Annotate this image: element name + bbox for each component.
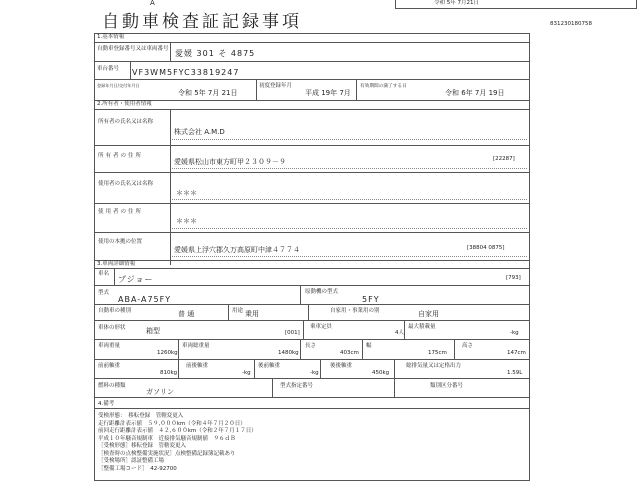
divider [404,321,405,339]
dotted-rule [172,256,527,257]
divider [94,145,530,146]
divider [94,408,530,409]
height-value: 147cm [507,350,526,356]
kind-value: 普 通 [178,310,195,318]
maker-code: [793] [506,275,521,281]
maker-value: プジョー [118,275,154,284]
divider [94,339,530,340]
note-line: 受検形態： 移転登録 管轄変更入 [98,413,184,419]
top-date-box [395,0,637,9]
category-label: 類別区分番号 [430,383,464,389]
dotted-rule [172,139,527,140]
private-value: 自家用 [418,310,439,318]
divider [454,340,455,359]
shape-label: 車体の形状 [98,325,126,331]
note-line: 走行距離計表示値 ５９,０００km（令和４年７月２０日） [98,420,246,427]
divider [300,340,301,359]
divider [94,61,530,62]
section2-heading: 2.所有者・使用者情報 [97,101,152,107]
engine-label: 原動機の型式 [305,289,339,295]
gross-label: 車両総重量 [182,343,210,349]
gross-value: 1480kg [278,350,299,356]
divider [303,321,304,339]
section1-heading: 1.基本情報 [97,34,125,40]
note-line: 前回走行距離計表示値 ４２,６００km（令和２年７月１７日） [98,428,257,434]
model-label: 型式 [98,290,110,296]
length-label: 長さ [305,343,317,349]
divider [94,109,530,110]
engine-value: 5FY [362,295,380,304]
expiry-value: 令和 6年 7月 19日 [445,89,505,97]
rr-axle-value: 450kg [372,370,390,376]
divider [94,172,530,173]
owner-name-value: 株式会社 A.M.D [174,128,225,136]
divider [300,286,301,304]
rf-axle-label: 後前軸重 [258,363,281,369]
divider [394,360,395,378]
reg-value: 愛媛 301 そ 4875 [175,49,256,58]
base-value: 愛媛県上浮穴郡久万高原町中津４７７４ [174,246,300,254]
divider [228,305,229,320]
fuel-value: ガソリン [146,388,174,396]
divider [254,360,255,378]
width-value: 175cm [428,350,447,356]
dotted-rule [172,199,527,200]
section3-heading: 3.車両詳細情報 [97,261,136,267]
notes-list [98,411,518,471]
owner-name-label: 所有者の氏名又は名称 [98,119,154,125]
user-name-value: ＊＊＊ [176,189,197,197]
divider [178,340,179,359]
divider [256,80,257,100]
page-title: 自動車検査証記録事項 [102,12,302,32]
divider [356,80,357,100]
fr-axle-label: 前後軸重 [186,363,209,369]
model-value: ABA-A75FY [118,295,172,304]
displacement-label: 総排気量又は定格出力 [406,363,462,369]
base-label: 使用の本拠の位置 [98,239,143,245]
divider [94,320,530,321]
fr-axle-value: -kg [242,370,251,376]
capacity-label: 乗車定員 [310,324,333,330]
use-value: 乗用 [245,310,259,318]
owner-addr-code: [22287] [493,156,515,162]
kind-label: 自動車の種別 [98,308,132,314]
corner-mark: A [150,0,155,7]
divider [170,110,171,265]
height-label: 高さ [462,343,474,349]
shape-code: [001] [285,330,300,336]
divider [114,268,115,285]
note-line: ［検査時の点検整備実施状況］点検整備記録簿記載あり [98,450,236,457]
rf-axle-value: -kg [310,370,319,376]
load-value: -kg [510,330,519,336]
weight-value: 1260kg [157,350,178,356]
load-label: 最大積載量 [408,324,436,330]
dotted-rule [172,168,527,169]
owner-addr-label: 所有者の住所 [98,153,144,159]
divider [272,379,273,397]
vin-value: VF3WM5FYC33819247 [132,68,240,77]
divider [308,305,309,320]
width-label: 幅 [366,343,372,349]
vin-label: 車台番号 [97,66,120,72]
divider [170,43,171,61]
note-line: ［受検場所］認証整備工場 [98,458,165,464]
fuel-label: 燃料の種類 [98,383,126,389]
divider [94,359,530,360]
length-value: 403cm [340,350,359,356]
user-name-label: 使用者の氏名又は名称 [98,181,154,187]
divider [130,62,131,79]
section4-heading: 4.備考 [98,401,115,407]
private-label: 自家用・事業用の別 [330,308,380,314]
divider [94,100,530,101]
divider [94,397,530,398]
ff-axle-label: 前前軸重 [98,363,121,369]
divider [94,378,530,379]
note-line: ［受検形態］移転登録 管轄変更入 [98,443,187,449]
user-addr-label: 使用者の住所 [98,209,144,215]
divider [94,42,530,43]
expiry-label: 有効期間の満了する日 [360,83,407,89]
divider [94,203,530,204]
ff-axle-value: 810kg [160,370,178,376]
divider [362,340,363,359]
divider [94,260,530,261]
first-reg-value: 平成 19年 7月 [305,89,351,97]
divider [94,285,530,286]
doc-number: 831230180758 [550,21,592,27]
weight-label: 車両重量 [98,343,121,349]
first-reg-label: 初度登録年月 [259,83,293,89]
top-date: 令和 5年 7月21日 [434,0,479,6]
divider [178,360,179,378]
dotted-rule [172,228,527,229]
divider [320,360,321,378]
note-line: ［整備工場コード］ 42-92700 [98,465,177,472]
divider [394,379,395,397]
use-label: 用途 [232,308,244,314]
divider [94,232,530,233]
divider [94,268,530,269]
rr-axle-label: 後後軸重 [330,363,353,369]
base-code: [38804 0875] [467,245,505,251]
note-line: 平成１０年騒音規制車 近接排気騒音規制値 ９６ｄＢ [98,435,236,442]
issue-value: 令和 5年 7月 21日 [178,89,238,97]
displacement-value: 1.59L [507,370,523,376]
type-approval-label: 型式指定番号 [280,383,314,389]
capacity-value: 4人 [395,330,404,336]
user-addr-value: ＊＊＊ [176,217,197,225]
issue-label: 登録年月日/交付年月日 [97,83,140,89]
divider [94,79,530,80]
divider [94,304,530,305]
shape-value: 箱型 [146,327,160,335]
reg-label: 自動車登録番号又は車両番号 [97,46,169,52]
owner-addr-value: 愛媛県松山市東方町甲２３０９－９ [174,158,286,166]
maker-label: 車名 [98,271,110,277]
